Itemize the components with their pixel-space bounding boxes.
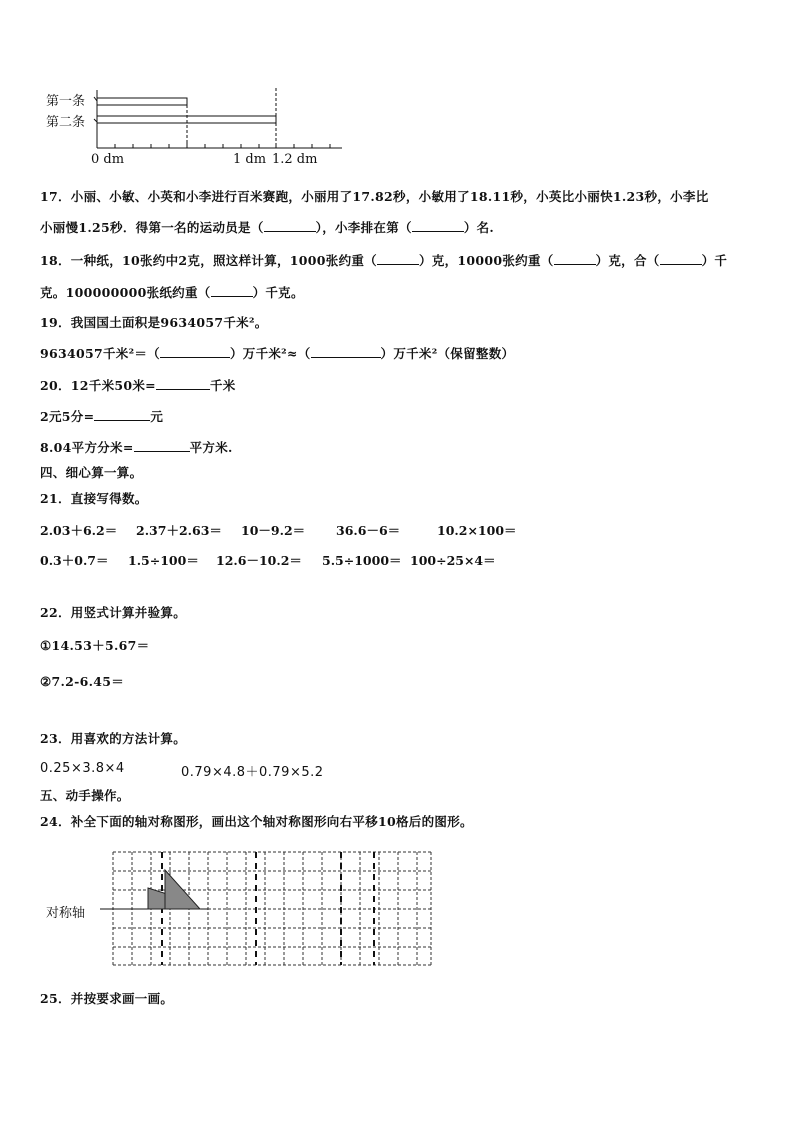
- section-heading-5: 五、动手操作。: [40, 788, 130, 803]
- question-20-a: [40, 376, 236, 394]
- q18-text-d: ）千: [701, 253, 728, 268]
- q19-text-b: ）万千米²≈（: [229, 346, 311, 361]
- calc-item: 1.5÷100＝: [128, 553, 199, 568]
- answer-blank-q17-rank[interactable]: [412, 219, 464, 232]
- q20-text-a2: 千米: [209, 378, 236, 393]
- q20-text-c1: 8.04平方分米=: [40, 440, 134, 455]
- q18-text-b: ）克，10000张约重（: [418, 253, 554, 268]
- calc-item: 2.37＋2.63＝: [136, 523, 222, 538]
- answer-blank-q18-kg[interactable]: [660, 252, 702, 265]
- ruler-ticks: [97, 143, 330, 148]
- question-17-line-2: [40, 218, 494, 236]
- tick-label-0: 0 dm: [91, 152, 125, 167]
- question-18-line-1: [40, 251, 727, 269]
- answer-blank-q19-wan[interactable]: [160, 345, 230, 358]
- expression-2: 0.79×4.8＋0.79×5.2: [181, 765, 324, 780]
- calc-item: 2.03＋6.2＝: [40, 523, 118, 538]
- bar-first: [97, 98, 187, 105]
- question-19-line-1: 19．我国国土面积是9634057千米²。: [40, 315, 268, 330]
- question-25-title: 25．并按要求画一画。: [40, 991, 174, 1006]
- bar-label-first: 第一条: [46, 94, 86, 109]
- tick-label-1: 1 dm: [233, 152, 267, 167]
- q18-text-c: ）克，合（: [595, 253, 660, 268]
- calc-item: 36.6－6＝: [336, 523, 401, 538]
- q19-text-c: ）万千米²（保留整数）: [380, 346, 515, 361]
- question-24-title: 24．补全下面的轴对称图形，画出这个轴对称图形向右平移10格后的图形。: [40, 814, 473, 829]
- section-heading-4: 四、细心算一算。: [40, 465, 143, 480]
- q17-text-c: ）名.: [463, 220, 495, 235]
- answer-blank-q20-sqm[interactable]: [134, 439, 190, 452]
- answer-blank-q19-approx[interactable]: [311, 345, 381, 358]
- tick-label-1-2: 1.2 dm: [272, 152, 318, 167]
- question-22-title: 22．用竖式计算并验算。: [40, 605, 186, 620]
- q20-text-b2: 元: [150, 409, 164, 424]
- question-19-line-2: [40, 344, 514, 362]
- grid-figure[interactable]: [96, 848, 436, 970]
- expression-1: 0.25×3.8×4: [40, 761, 125, 776]
- question-18-line-2: [40, 283, 304, 301]
- q19-text-a: 9634057千米²＝（: [40, 346, 160, 361]
- answer-blank-q18-10000[interactable]: [554, 252, 596, 265]
- calc-item: 0.3＋0.7＝: [40, 553, 109, 568]
- q18-text-e: 克。100000000张纸约重（: [40, 285, 211, 300]
- calc-item: 10.2×100＝: [437, 523, 517, 538]
- q17-text-b: ），小李排在第（: [315, 220, 412, 235]
- question-21-title: 21．直接写得数。: [40, 491, 148, 506]
- q18-text-f: ）千克。: [252, 285, 304, 300]
- question-22-item-2: ②7.2-6.45＝: [40, 674, 125, 689]
- calc-item: 10－9.2＝: [241, 523, 306, 538]
- question-20-b: [40, 407, 163, 425]
- answer-blank-q20-km[interactable]: [156, 377, 210, 390]
- calc-item: 5.5÷1000＝: [322, 553, 402, 568]
- q20-text-a1: 20．12千米50米=: [40, 378, 156, 393]
- q20-text-c2: 平方米.: [189, 440, 233, 455]
- question-23-title: 23．用喜欢的方法计算。: [40, 731, 186, 746]
- bar-diagram: [80, 86, 350, 150]
- calc-item: 12.6－10.2＝: [216, 553, 302, 568]
- small-quadrilateral-shape: [148, 888, 167, 909]
- question-22-item-1: ①14.53＋5.67＝: [40, 638, 150, 653]
- symmetry-axis-label: 对称轴: [46, 906, 86, 921]
- answer-blank-q20-yuan[interactable]: [94, 408, 150, 421]
- calc-item: 100÷25×4＝: [410, 553, 496, 568]
- q18-text-a: 18．一种纸，10张约中2克，照这样计算，1000张约重（: [40, 253, 377, 268]
- answer-blank-q17-first[interactable]: [264, 219, 316, 232]
- q20-text-b1: 2元5分=: [40, 409, 95, 424]
- answer-blank-q18-100000000[interactable]: [211, 284, 253, 297]
- answer-blank-q18-1000[interactable]: [377, 252, 419, 265]
- bar-label-second: 第二条: [46, 115, 86, 130]
- question-20-c: [40, 438, 233, 456]
- question-17-line-1: 17．小丽、小敏、小英和小李进行百米赛跑，小丽用了17.82秒，小敏用了18.11秒，小英比小丽快1.23秒，小李比: [40, 189, 709, 204]
- q17-text-a: 小丽慢1.25秒．得第一名的运动员是（: [40, 220, 264, 235]
